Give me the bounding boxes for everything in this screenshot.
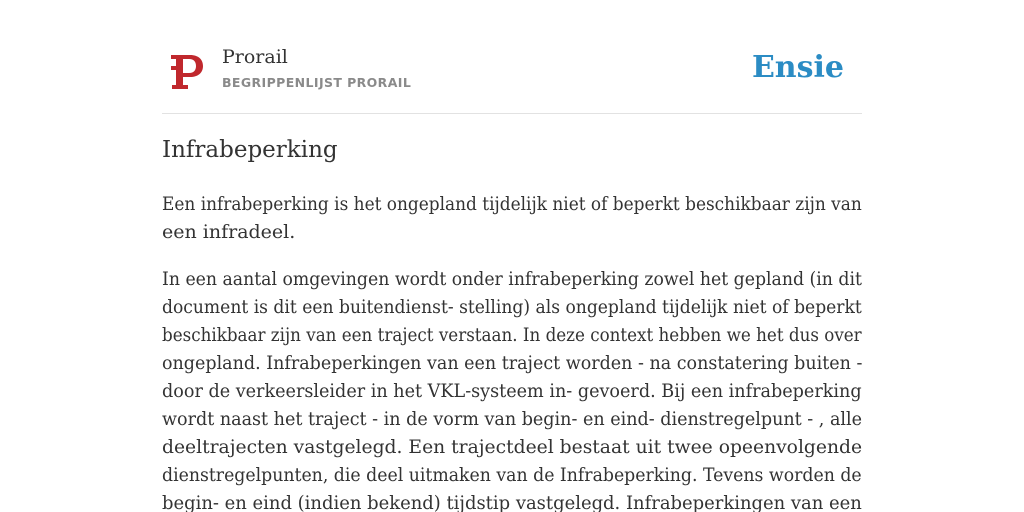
site-name[interactable]: Prorail (222, 46, 288, 68)
text-line: beschikbaar zijn van een traject verstaan. In deze context hebben we het dus over (162, 324, 862, 346)
prorail-logo-icon[interactable] (168, 52, 204, 92)
site-header (162, 40, 862, 114)
text-line: deeltrajecten vastgelegd. Een trajectdeel bestaat uit twee opeenvolgende (162, 436, 863, 458)
text-line: In een aantal omgevingen wordt onder infrabeperking zowel het gepland (in dit (162, 268, 862, 290)
brand-logo[interactable]: Ensie (751, 50, 844, 85)
text-line: een infradeel. (162, 221, 296, 243)
text-line: dienstregelpunten, die deel uitmaken van de Infrabeperking. Tevens worden de (162, 464, 862, 486)
page-title: Infrabeperking (162, 137, 338, 163)
text-line: begin- en eind (indien bekend) tijdstip vastgelegd. Infrabeperkingen van een (162, 492, 862, 512)
text-line: Een infrabeperking is het ongepland tijdelijk niet of beperkt beschikbaar zijn van (162, 193, 862, 215)
paragraph-context (162, 265, 862, 512)
site-subtitle[interactable]: BEGRIPPENLIJST PRORAIL (222, 75, 412, 90)
paragraph-definition (162, 190, 862, 246)
text-line: wordt naast het traject - in de vorm van begin- en eind- dienstregelpunt - , alle (162, 408, 863, 430)
text-line: document is dit een buitendienst- stelling) als ongepland tijdelijk niet of beperkt (162, 296, 862, 318)
text-line: ongepland. Infrabeperkingen van een traject worden - na constatering buiten - (162, 352, 863, 374)
text-line: door de verkeersleider in het VKL-systeem in- gevoerd. Bij een infrabeperking (162, 380, 862, 402)
